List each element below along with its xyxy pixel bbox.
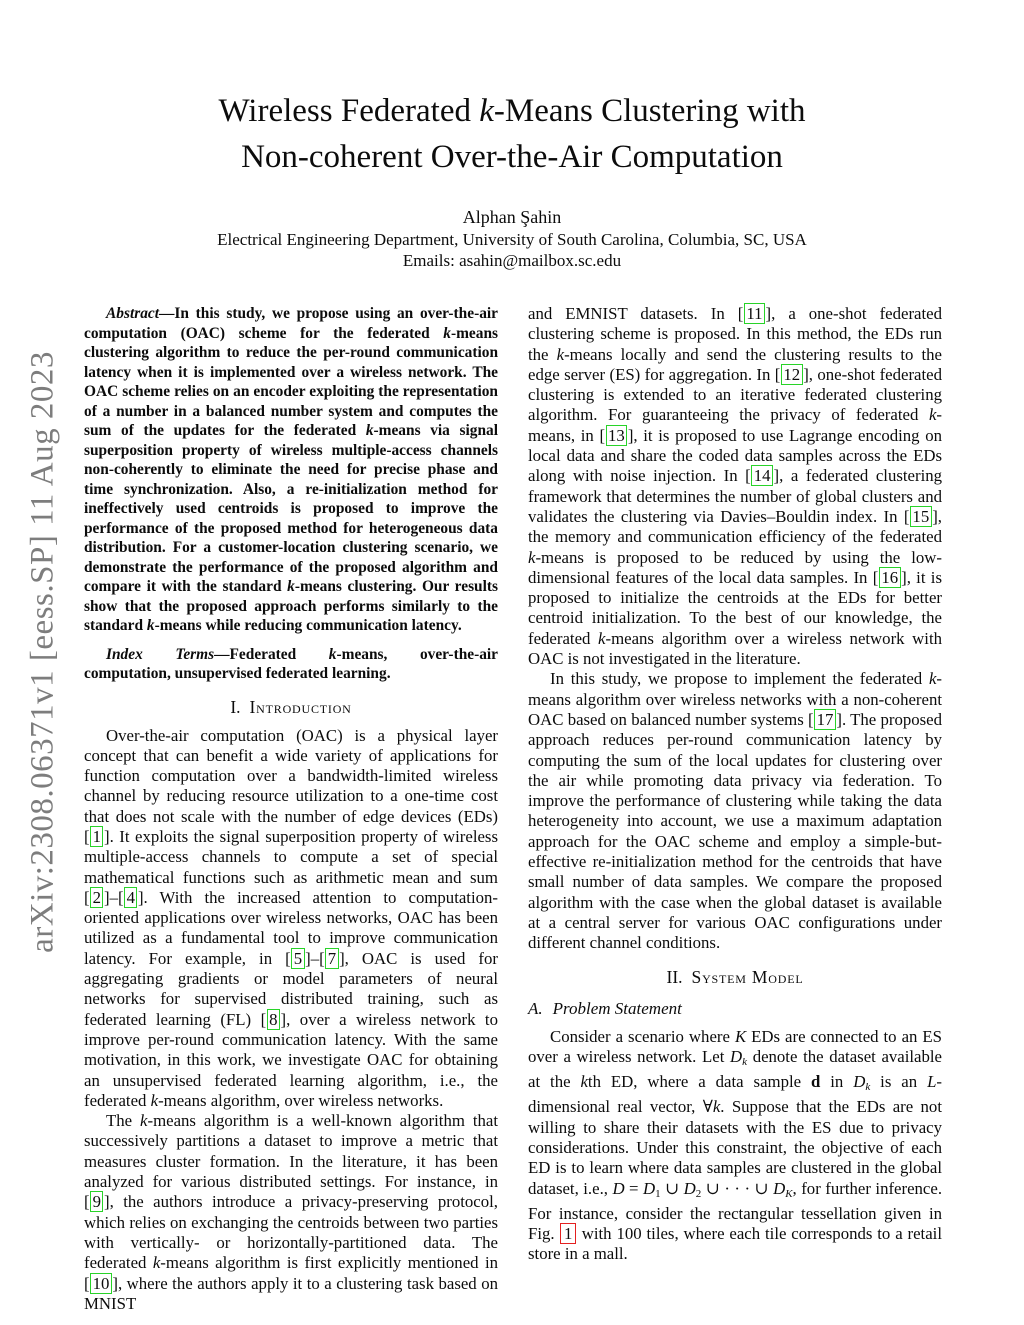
math-var: K	[734, 1026, 747, 1046]
math-var: k	[712, 1097, 721, 1117]
citation-link[interactable]: 7	[325, 948, 338, 969]
math-var: D	[773, 1178, 786, 1198]
text: ]. With the increased attention to computation-oriented applications over wireless networks, OAC has been utilized as a fundamental tool to improve communication latency. For example, in [	[84, 887, 498, 968]
arxiv-watermark: arXiv:2308.06371v1 [eess.SP] 11 Aug 2023	[24, 351, 61, 953]
math-var: k	[443, 324, 451, 342]
text: Over-the-air computation (OAC) is a physical layer concept that can benefit a wide variety of applications for function computation over a bandwidth-limited wireless channel by reducing resource utilization to a one-time cost that does not scale with the number of edge devices (EDs) [	[84, 725, 498, 846]
section-heading-introduction	[84, 697, 498, 717]
section-number: II.	[666, 966, 683, 987]
math-var: D	[643, 1178, 656, 1198]
paper-title-line-2	[0, 134, 1024, 180]
text: ], a one-shot federated clustering scheme is proposed. In this method, the EDs run the	[528, 304, 942, 364]
text: ]. The proposed approach reduces per-round communication latency by computing the sum of the local updates for clustering over the air while promoting data privacy via federation. To improve the performance of clustering while taking the data heterogeneity into account, we use a maximum adaptation approach for the OAC scheme and employ a simple-but-effective re-initialization method for the centroids that have small number of data samples. We compare the proposed algorithm with the case when the global dataset is available at a central server for various OAC configurations under different channel conditions.	[528, 709, 943, 953]
citation-link[interactable]: 16	[879, 567, 901, 588]
text: In this study, we propose to implement the federated	[550, 669, 929, 689]
text: =	[624, 1178, 644, 1198]
text: The	[106, 1111, 141, 1131]
text: -means algorithm over a wireless network with OAC is not investigated in the literature.	[528, 628, 943, 669]
text: denote the dataset available at the	[528, 1046, 943, 1092]
text: -means via signal superposition property of wireless multiple-access channels non-coherently to eliminate the need for precise phase and time synchronization. Also, a re-initialization method for ineffectively used centroids is proposed to improve the performance of the proposed method for heterogeneous data distribution. For a customer-location clustering scenario, we demonstrate the performance of the proposed algorithm and compare it with the standard	[84, 422, 498, 595]
math-var: k	[146, 617, 155, 634]
math-var: k	[328, 645, 337, 663]
text: -dimensional real vector, ∀	[528, 1072, 942, 1117]
text: , for further inference. For instance, consider the rectangular tessellation given in Fig.	[528, 1178, 943, 1244]
title-block	[0, 88, 1024, 180]
citation-link[interactable]: 10	[90, 1273, 112, 1294]
figure-ref-link[interactable]: 1	[560, 1223, 575, 1244]
text: ]–[	[305, 948, 325, 968]
vector-bold: d	[811, 1072, 821, 1092]
text: -means locally and send the clustering results to the edge server (ES) for aggregation. In [	[528, 344, 942, 384]
citation-link[interactable]: 4	[124, 887, 137, 908]
text: -means algorithm, over wireless networks.	[158, 1090, 444, 1110]
text: -Means Clustering with	[493, 93, 806, 129]
subsection-title: Problem Statement	[552, 998, 682, 1018]
paper-title-line-1	[0, 88, 1024, 134]
math-subscript: K	[785, 1187, 793, 1200]
subsection-heading-problem-statement	[528, 999, 942, 1019]
math-subscript: k	[742, 1055, 748, 1068]
text: and EMNIST datasets. In [	[528, 304, 744, 323]
subscript: 1	[655, 1187, 661, 1200]
section-heading-system-model	[528, 967, 942, 987]
text: -means clustering algorithm to reduce the per-round communication latency when it is implemented over a wireless network. The OAC scheme relies on an encoder exploiting the representation of a number in a balanced number system and computes the sum of the updates for the federated	[84, 324, 498, 439]
math-var: k	[479, 93, 494, 129]
text: -means, over-the-air computation, unsupervised federated learning.	[84, 645, 499, 682]
citation-link[interactable]: 1	[90, 826, 103, 847]
right-column	[528, 304, 942, 1314]
contribution-paragraph	[528, 669, 942, 953]
text: ], over a wireless network to improve per-round communication latency. With the same motivation, in this work, we investigate OAC for obtaining an unsupervised federated learning algorithm, i.e., the federated	[84, 1009, 498, 1110]
math-var: D	[612, 1178, 625, 1198]
text: -means algorithm is first explicitly mentioned in [	[84, 1253, 499, 1293]
author-affiliation: Electrical Engineering Department, University of South Carolina, Columbia, SC, USA	[217, 230, 807, 249]
text: -means algorithm is a well-known algorithm that successively partitions a dataset to improve a metric that measures cluster formation. In the literature, it has been analyzed for various distributed settings. For instance, in [	[84, 1111, 498, 1212]
subsection-number: A.	[528, 998, 543, 1018]
intro-paragraph-2	[84, 1111, 498, 1314]
text: ∪ · · · ∪	[701, 1178, 774, 1198]
citation-link[interactable]: 2	[90, 887, 103, 908]
text: -means is proposed to be reduced by using the low-dimensional features of the local data samples. In [	[528, 547, 942, 587]
section-title: System Model	[691, 966, 804, 987]
text: Non-coherent Over-the-Air Computation	[241, 139, 783, 175]
subscript: 2	[695, 1187, 702, 1200]
citation-link[interactable]: 17	[814, 709, 836, 730]
citation-link[interactable]: 13	[606, 425, 628, 446]
text: ], it is proposed to initialize the centroids at the EDs for better centroid initialization. To the best of our knowledge, the federated	[528, 567, 942, 648]
text: EDs are connected to an ES over a wireless network. Let	[528, 1026, 942, 1066]
author-block	[0, 206, 1024, 271]
math-var: D	[683, 1178, 696, 1198]
left-column	[84, 304, 498, 1314]
text: ], one-shot federated clustering is extended to an iterative federated clustering algorithm. For guaranteeing the privacy of federated	[528, 364, 942, 425]
text: ], the authors introduce a privacy-preserving protocol, which relies on exchanging the centroids between two parties with vertically- or horizontally-partitioned data. The federated	[84, 1192, 498, 1273]
text: -means clustering. Our results show that the proposed approach performs similarly to the standard	[84, 578, 499, 634]
text: is an	[870, 1072, 928, 1092]
lead-italic: Abstract	[106, 305, 160, 322]
math-var: k	[928, 405, 937, 425]
text: ], where the authors apply it to a clustering task based on MNIST	[84, 1273, 498, 1313]
section-number: I.	[230, 696, 241, 717]
citation-link[interactable]: 5	[291, 948, 304, 969]
math-var: k	[140, 1111, 148, 1131]
citation-link[interactable]: 14	[751, 465, 773, 486]
text: -means, in [	[528, 405, 942, 445]
text: ], OAC is used for aggregating gradients or model parameters of neural networks for supervised distributed training, such as federated learning (FL) [	[84, 948, 498, 1029]
math-var: k	[928, 669, 937, 689]
citation-link[interactable]: 12	[781, 364, 803, 385]
text: with 100 tiles, where each tile corresponds to a retail store in a mall.	[528, 1224, 942, 1264]
math-var: D	[853, 1072, 866, 1092]
math-var: k	[152, 1253, 161, 1273]
text: —Federated	[214, 645, 329, 663]
citation-link[interactable]: 8	[267, 1009, 280, 1030]
text: Consider a scenario where	[550, 1026, 735, 1046]
intro-paragraph-2-continued	[528, 304, 942, 669]
text: -means algorithm over wireless networks with a non-coherent OAC based on balanced number systems [	[528, 669, 942, 729]
text: ∪	[660, 1178, 684, 1198]
math-var: k	[528, 547, 536, 567]
abstract	[84, 304, 498, 636]
math-var: k	[598, 628, 606, 648]
text: . Suppose that the EDs are not willing to share their datasets with the ES due to privacy considerations. Under this constraint, the objective of each ED is to learn where data samples are clustered in the global dataset, i.e.,	[528, 1097, 942, 1198]
two-column-body	[84, 304, 942, 1314]
author-name: Alphan Şahin	[462, 207, 562, 227]
math-var: k	[150, 1090, 159, 1110]
intro-paragraph-1	[84, 726, 498, 1112]
lead-italic: Index Terms	[106, 645, 215, 663]
author-email: Emails: asahin@mailbox.sc.edu	[402, 251, 622, 270]
index-terms	[84, 645, 498, 684]
math-var: D	[730, 1046, 743, 1066]
math-var: k	[580, 1072, 588, 1092]
text: ]. It exploits the signal superposition property of wireless multiple-access channels to compute a set of special mathematical functions such as arithmetic mean and sum [	[84, 826, 498, 907]
math-var: k	[556, 344, 565, 364]
math-var: k	[365, 422, 374, 439]
text: -means while reducing communication latency.	[154, 617, 462, 634]
text: ]–[	[103, 887, 124, 907]
text: in	[820, 1072, 854, 1092]
text: ], the memory and communication efficiency of the federated	[528, 506, 942, 547]
citation-link[interactable]: 15	[910, 506, 932, 527]
math-subscript: k	[865, 1081, 871, 1094]
text: —In this study, we propose using an over-the-air computation (OAC) scheme for the federated	[84, 305, 498, 342]
text: Wireless Federated	[218, 93, 480, 129]
math-var: k	[287, 578, 295, 595]
section-title: Introduction	[249, 696, 352, 717]
citation-link[interactable]: 9	[90, 1191, 103, 1212]
citation-link[interactable]: 11	[744, 303, 765, 324]
text: ], it is proposed to use Lagrange encoding on local data and share the coded data samples across the EDs along with noise injection. In [	[528, 425, 942, 486]
math-var: L	[927, 1072, 937, 1092]
text: ], a federated clustering framework that determines the number of global clusters and validates the clustering via Davies–Bouldin index. In [	[528, 466, 943, 526]
problem-statement-paragraph	[528, 1027, 942, 1265]
text: th ED, where a data sample	[587, 1072, 811, 1092]
